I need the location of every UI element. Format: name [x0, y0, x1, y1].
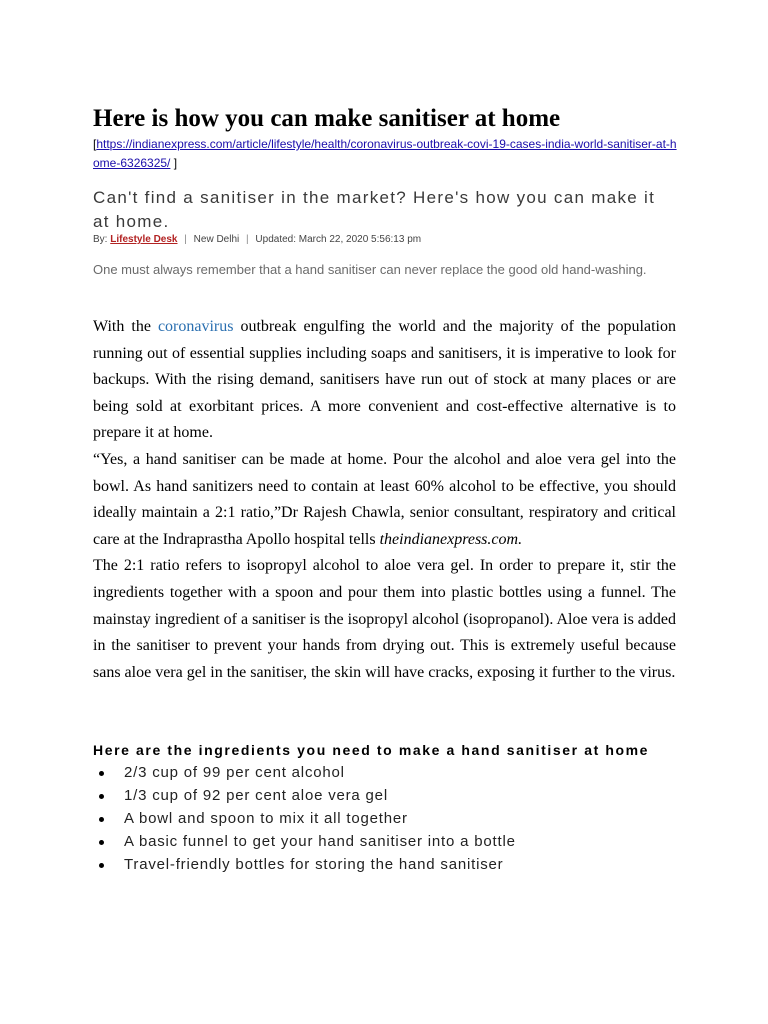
bracket-close: ] [170, 156, 178, 170]
byline-separator: | [184, 234, 187, 245]
ingredients-list [93, 761, 516, 876]
list-item [93, 807, 516, 830]
list-item [93, 784, 516, 807]
bullet-icon [99, 794, 104, 799]
byline-by-label: By: [93, 234, 108, 245]
byline-location: New Delhi [193, 234, 240, 245]
ingredient-text: 1/3 cup of 92 per cent aloe vera gel [124, 787, 388, 804]
ingredients-heading: Here are the ingredients you need to make a hand sanitiser at home [93, 742, 650, 758]
article-title: Here is how you can make sanitiser at home [93, 105, 561, 132]
bullet-icon [99, 817, 104, 822]
ingredient-text: A basic funnel to get your hand sanitiser into a bottle [124, 833, 516, 850]
paragraph-3: The 2:1 ratio refers to isopropyl alcohol to aloe vera gel. In order to prepare it, stir the ingredients together with a spoon and pour them into plastic bottles using a funnel. The mainstay ingredient of a sanitiser is the isopropyl alcohol (isopropanol). Aloe vera is added in the sanitiser to prevent your hands from drying out. This is extremely useful because sans aloe vera gel in the sanitiser, the skin will have cracks, exposing it further to the virus. [93, 557, 676, 681]
paragraph-2 [93, 447, 676, 553]
bullet-icon [99, 771, 104, 776]
ingredient-text: Travel-friendly bottles for storing the hand sanitiser [124, 856, 504, 873]
byline-updated: Updated: March 22, 2020 5:56:13 pm [255, 234, 422, 245]
paragraph-2-source: theindianexpress.com. [379, 530, 523, 548]
paragraph-1-post: outbreak engulfing the world and the majority of the population running out of essential supplies including soaps and sanitisers, it is imperative to look for backups. With the rising demand, sanitisers have run out of stock at many places or are being sold at exorbitant prices. A more convenient and cost-effective alternative is to prepare it at home. [93, 318, 676, 442]
article-summary: One must always remember that a hand sanitiser can never replace the good old hand-washing. [93, 262, 647, 277]
coronavirus-link[interactable]: coronavirus [157, 318, 234, 335]
byline-separator: | [246, 234, 249, 245]
list-item [93, 761, 516, 784]
source-link[interactable]: https://indianexpress.com/article/lifestyle/health/coronavirus-outbreak-covi-19-cases-india-world-sanitiser-at-home-6326325/ [93, 137, 677, 170]
bullet-icon [99, 840, 104, 845]
paragraph-1-pre: With the [93, 318, 158, 335]
article-subhead: Can't find a sanitiser in the market? Here's how you can make it at home. [93, 188, 656, 231]
source-citation [93, 135, 683, 173]
bracket-open: [ [93, 137, 97, 151]
ingredient-text: 2/3 cup of 99 per cent alcohol [124, 764, 345, 781]
paragraph-2-text: “Yes, a hand sanitiser can be made at home. Pour the alcohol and aloe vera gel into the bowl. As hand sanitizers need to contain at least 60% alcohol to be effective, you should ideally maintain a 2:1 ratio,”Dr Rajesh Chawla, senior consultant, respiratory and critical care at the Indraprastha Apollo hospital tells [93, 450, 676, 548]
article-body [93, 314, 676, 686]
list-item [93, 830, 516, 853]
paragraph-1 [93, 314, 676, 447]
ingredient-text: A bowl and spoon to mix it all together [124, 810, 408, 827]
byline [93, 233, 421, 247]
list-item [93, 853, 516, 876]
author-link[interactable]: Lifestyle Desk [110, 234, 178, 245]
bullet-icon [99, 863, 104, 868]
